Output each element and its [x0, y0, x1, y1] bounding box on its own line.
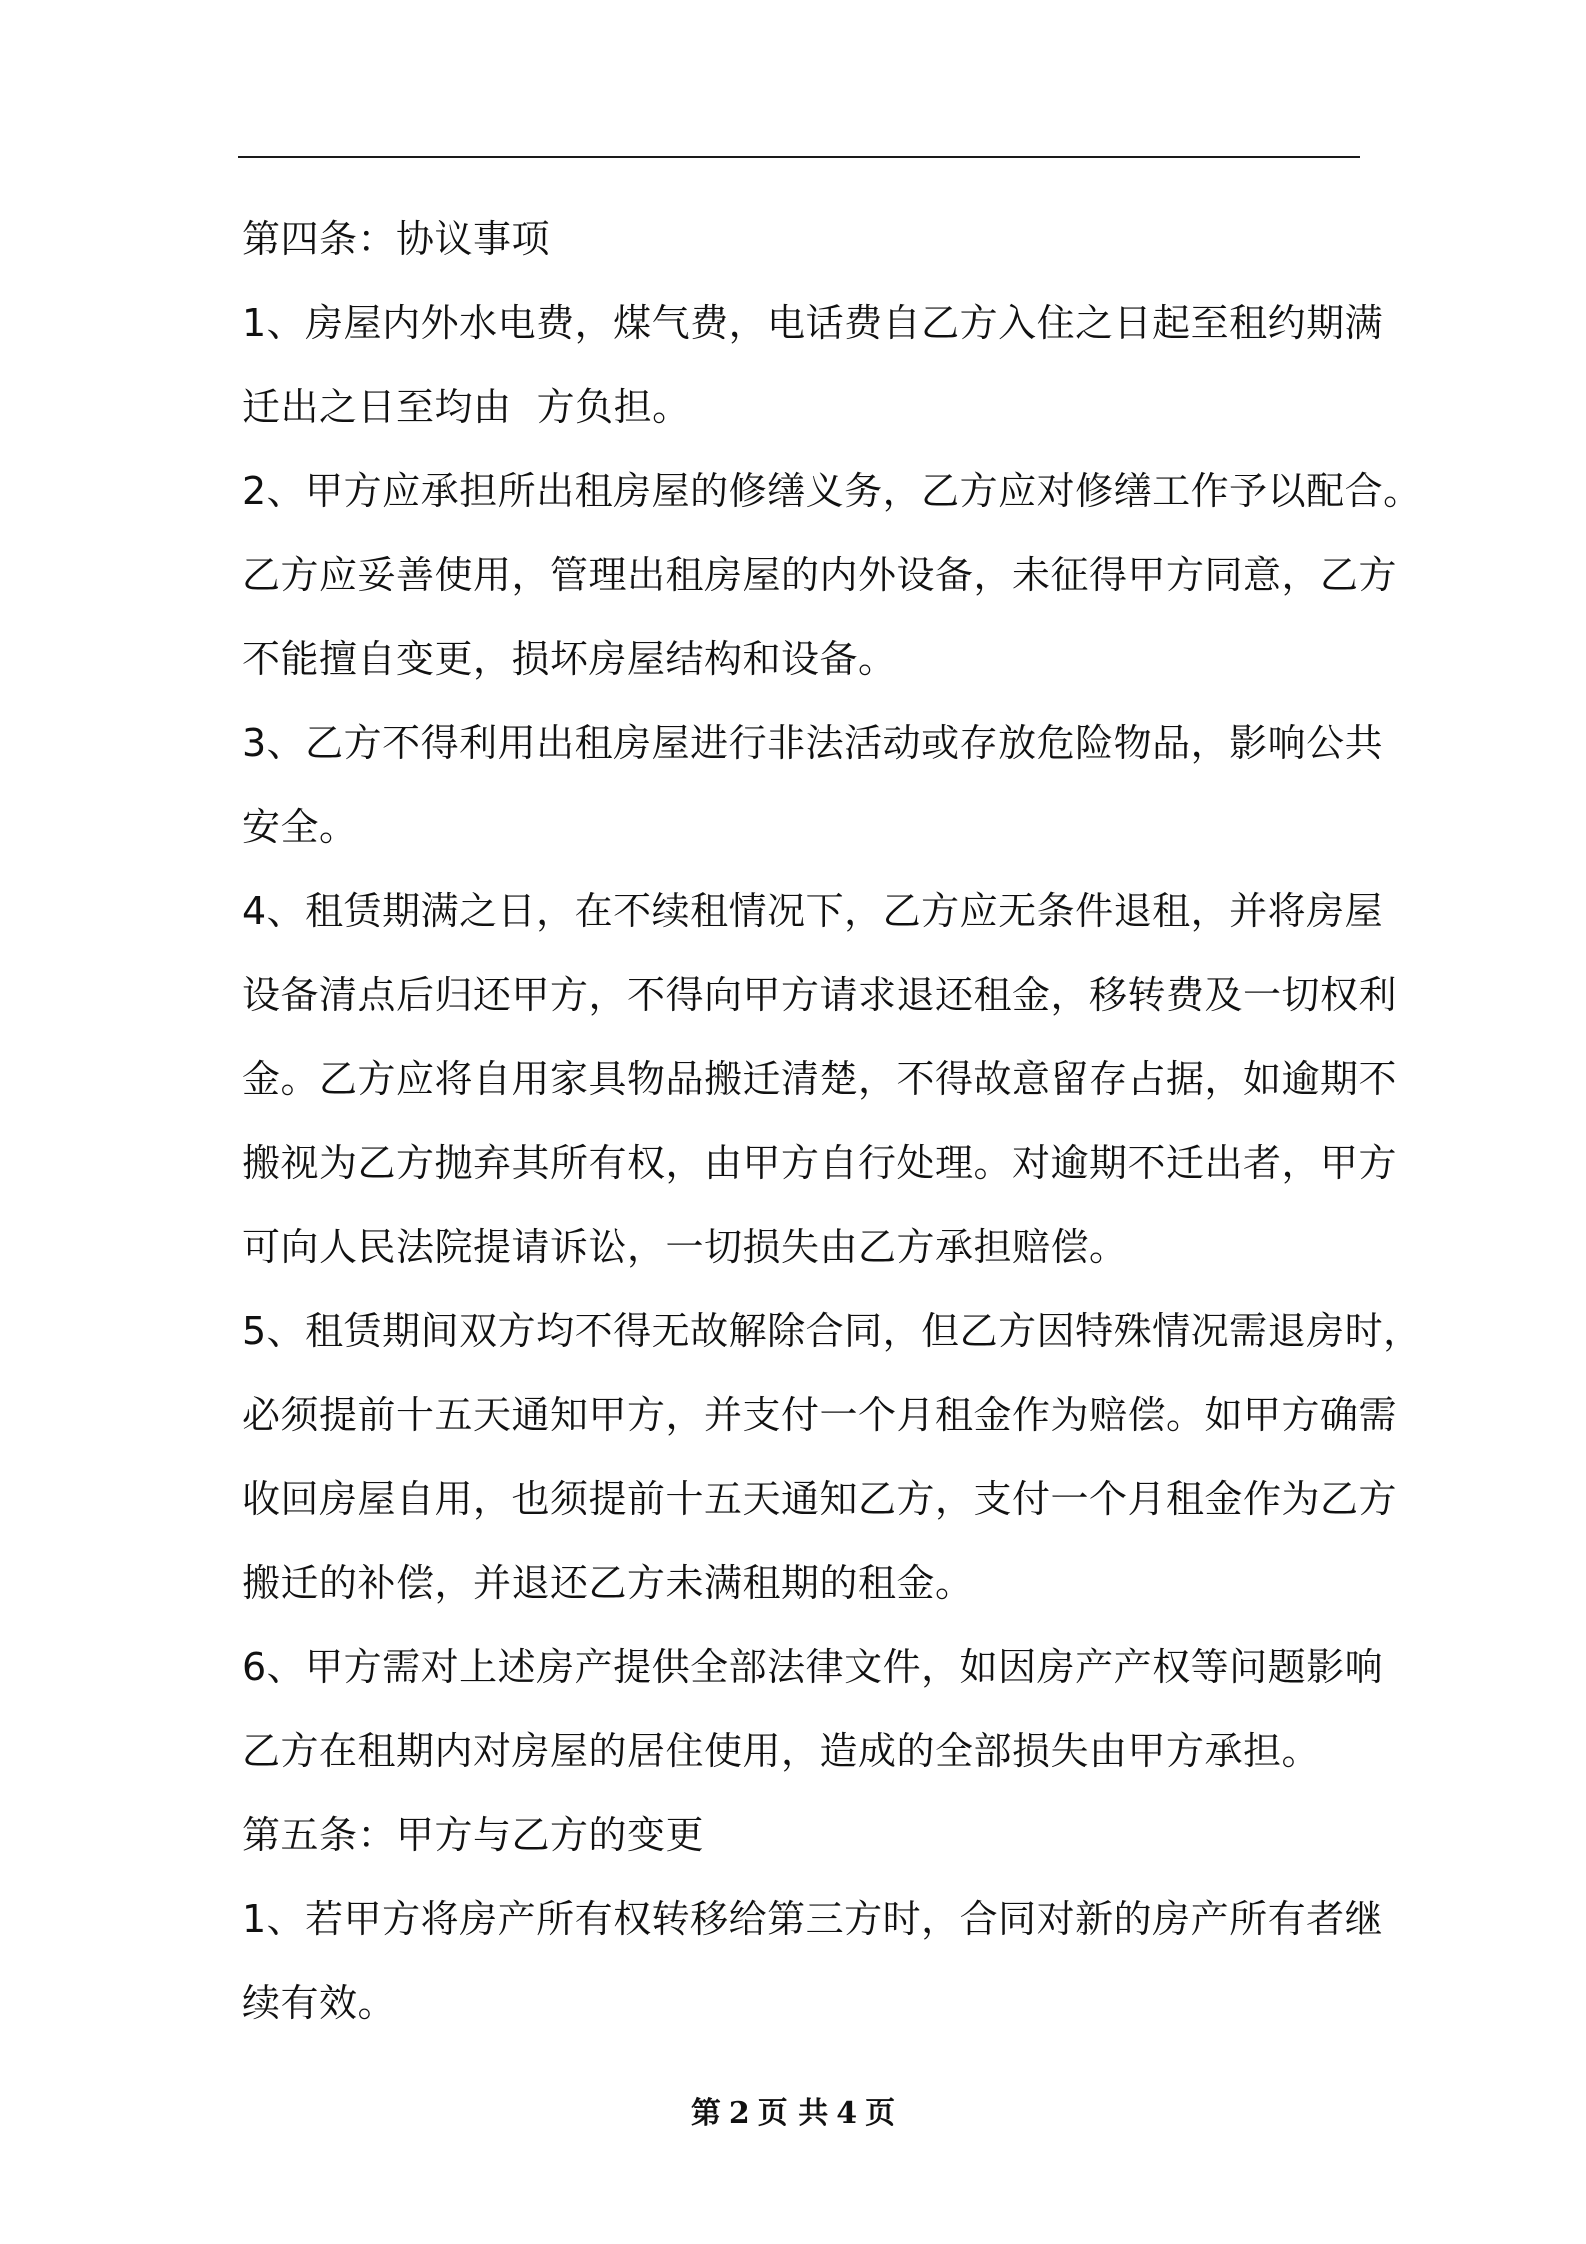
text-line: 6、甲方需对上述房产提供全部法律文件，如因房产产权等问题影响	[242, 1645, 1384, 1689]
text-line: 3、乙方不得利用出租房屋进行非法活动或存放危险物品，影响公共	[242, 721, 1384, 765]
text-line: 续有效。	[242, 1981, 397, 2025]
text-line: 收回房屋自用，也须提前十五天通知乙方，支付一个月租金作为乙方	[242, 1477, 1398, 1521]
text-line: 乙方应妥善使用，管理出租房屋的内外设备，未征得甲方同意，乙方	[242, 553, 1398, 597]
text-line: 2、甲方应承担所出租房屋的修缮义务，乙方应对修缮工作予以配合。	[242, 469, 1422, 513]
text-line: 4、租赁期满之日，在不续租情况下，乙方应无条件退租，并将房屋	[242, 889, 1384, 933]
footer-prefix: 第	[690, 2096, 721, 2131]
section-heading-5: 第五条：甲方与乙方的变更	[242, 1813, 705, 1857]
text-line: 金。乙方应将自用家具物品搬迁清楚，不得故意留存占据，如逾期不	[242, 1057, 1398, 1101]
text-line: 5、租赁期间双方均不得无故解除合同，但乙方因特殊情况需退房时，	[242, 1309, 1422, 1353]
page-footer	[0, 2094, 1586, 2134]
text-line: 迁出之日至均由 方负担。	[242, 385, 691, 429]
header-rule	[238, 156, 1360, 158]
text-line: 搬迁的补偿，并退还乙方未满租期的租金。	[242, 1561, 974, 1605]
text-line: 安全。	[242, 805, 358, 849]
text-line: 不能擅自变更，损坏房屋结构和设备。	[242, 637, 897, 681]
section-heading-4: 第四条：协议事项	[242, 217, 551, 261]
text-line: 1、若甲方将房产所有权转移给第三方时，合同对新的房产所有者继	[242, 1897, 1384, 1941]
current-page-number: 2	[728, 2096, 750, 2131]
text-line: 1、房屋内外水电费，煤气费，电话费自乙方入住之日起至租约期满	[242, 301, 1384, 345]
footer-suffix: 页	[865, 2096, 896, 2131]
text-line: 乙方在租期内对房屋的居住使用，造成的全部损失由甲方承担。	[242, 1729, 1321, 1773]
text-line: 可向人民法院提请诉讼，一切损失由乙方承担赔偿。	[242, 1225, 1128, 1269]
footer-middle: 页 共	[757, 2096, 829, 2131]
text-line: 必须提前十五天通知甲方，并支付一个月租金作为赔偿。如甲方确需	[242, 1393, 1398, 1437]
document-body	[242, 197, 1422, 2045]
text-line: 搬视为乙方抛弃其所有权，由甲方自行处理。对逾期不迁出者，甲方	[242, 1141, 1398, 1185]
total-pages-number: 4	[836, 2096, 858, 2131]
text-line: 设备清点后归还甲方，不得向甲方请求退还租金，移转费及一切权利	[242, 973, 1398, 1017]
